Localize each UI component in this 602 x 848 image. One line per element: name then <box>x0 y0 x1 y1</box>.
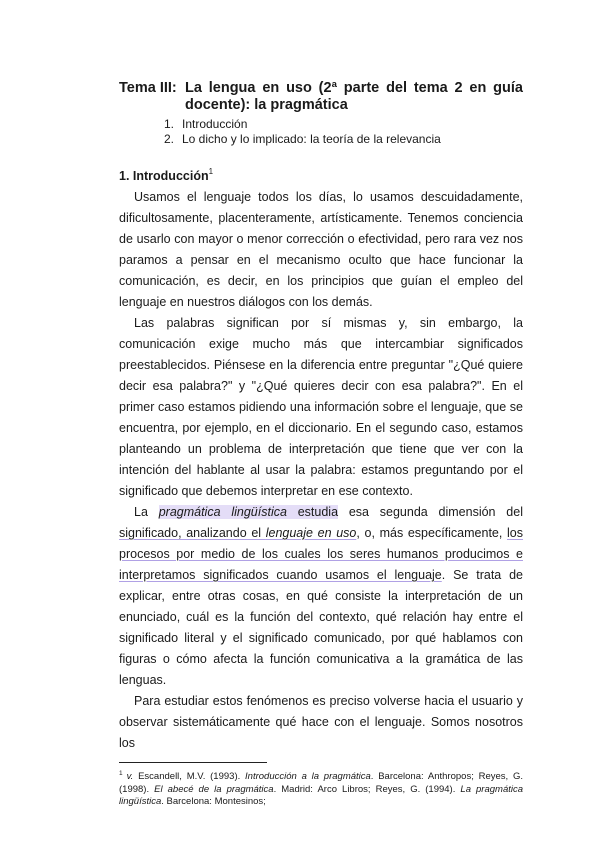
section-heading: 1. Introducción$^1$ <box>119 167 214 183</box>
toc-item: 2. Lo dicho y lo implicado: la teoría de la relevancia <box>164 132 441 146</box>
footnote: $^1$ v. Escandell, M.V. (1993). Introducción a la pragmática. Barcelona: Anthropos; Reyes, G. (1998). El abecé de la pragmática. Madrid: Arco Libros; Reyes, G. (1994). La pragmática lingüística. Barcelona: Montesinos; <box>119 770 524 807</box>
underlined-definition: los procesos por medio de los cuales los seres humanos producimos e interpretamos significados cuando usamos el lenguaje <box>119 526 523 582</box>
footnote-reference: 1 <box>208 167 214 176</box>
paragraph-1: Usamos el lenguaje todos los días, lo usamos descuidadamente, dificultosamente, placenteramente, artísticamente. Tenemos conciencia de usarlo con mayor o menor corrección o efectividad, pero rara vez nos paramos a pensar en el mecanismo oculto que hace funcionar la comunicación, es decir, en los principios que guían el empleo del lenguaje en nuestros diálogos con los demás. <box>119 190 523 309</box>
title-line-2: docente): la pragmática <box>185 97 348 113</box>
body-text <box>119 187 523 754</box>
title-label: Tema III: <box>119 80 177 96</box>
underlined-term: lenguaje en uso <box>265 526 357 540</box>
footnote-divider <box>119 762 267 763</box>
underlined-text: significado, analizando el <box>119 526 266 540</box>
paragraph-3: La pragmática lingüística estudia esa segunda dimensión del significado, analizando el lenguaje en uso, o, más específicamente, los procesos por medio de los cuales los seres humanos producimos e interpretamos significados cuando usamos el lenguaje. Se trata de explicar, entre otras cosas, en qué consiste la interpretación de un enunciado, cuál es la función del contexto, qué relación hay entre el significado literal y el significado comunicado, por qué hablamos con figuras o cómo afecta la función comunicativa a la gramática de las lenguas. <box>119 505 523 687</box>
highlighted-term: pragmática lingüística <box>158 505 287 519</box>
table-of-contents <box>164 117 441 147</box>
toc-item: 1. Introducción <box>164 117 248 131</box>
paragraph-4: Para estudiar estos fenómenos es preciso volverse hacia el usuario y observar sistemáticamente qué hace con el lenguaje. Somos nosotros los <box>119 694 523 750</box>
title-line-1: La lengua en uso (2ª parte del tema 2 en guía <box>185 80 523 96</box>
paragraph-2: Las palabras significan por sí mismas y, sin embargo, la comunicación exige mucho más que intercambiar significados preestablecidos. Piénsese en la diferencia entre preguntar "¿Qué quiere decir esa palabra?" y "¿Qué quieres decir con esa palabra?". En el primer caso estamos pidiendo una información sobre el lenguaje, que se encuentra, por ejemplo, en el diccionario. En el segundo caso, estamos planteando un problema de interpretación que tiene que ver con la intención del hablante al usar la palabra: estamos preguntando por el significado que debemos interpretar en ese contexto. <box>119 316 523 498</box>
